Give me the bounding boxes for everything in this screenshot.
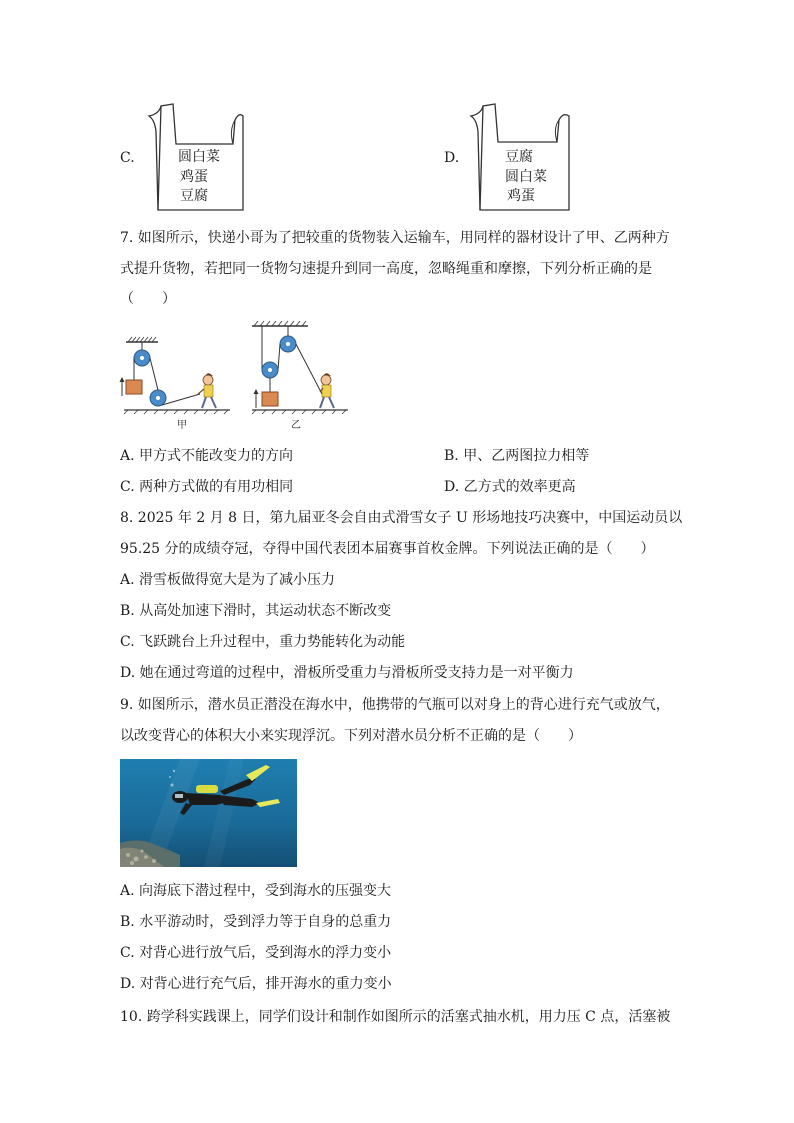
- scuba-diver-image: [120, 759, 297, 867]
- q7-option-d: D. 乙方式的效率更高: [444, 479, 576, 495]
- q9-option-a: A. 向海底下潜过程中，受到海水的压强变大: [120, 883, 392, 899]
- figure-caption-yi: 乙: [291, 420, 301, 431]
- q7-stem-line-2: 式提升货物，若把同一货物匀速提升到同一高度，忽略绳重和摩擦，下列分析正确的是: [120, 261, 652, 277]
- q8-stem-line-1: 8. 2025 年 2 月 8 日，第九届亚冬会自由式滑雪女子 U 形场地技巧决赛中，中国运动员以: [120, 510, 683, 526]
- q9-option-d: D. 对背心进行充气后，排开海水的重力变小: [120, 976, 392, 992]
- q7-option-a: A. 甲方式不能改变力的方向: [120, 448, 294, 464]
- bag-c-item-1: 圆白菜: [178, 149, 220, 165]
- q9-stem-line-1: 9. 如图所示，潜水员正潜没在海水中，他携带的气瓶可以对身上的背心进行充气或放气，: [120, 697, 670, 713]
- bag-c-item-2: 鸡蛋: [180, 169, 208, 185]
- q10-stem-line-1: 10. 跨学科实践课上，同学们设计和制作如图所示的活塞式抽水机，用力压 C 点，活塞被: [120, 1009, 671, 1025]
- bag-d-item-3: 鸡蛋: [507, 188, 535, 204]
- q6-option-d-letter: D.: [444, 150, 460, 166]
- q9-option-c: C. 对背心进行放气后，受到海水的浮力变小: [120, 945, 392, 961]
- q7-option-b: B. 甲、乙两图拉力相等: [444, 448, 590, 464]
- q7-option-c: C. 两种方式做的有用功相同: [120, 479, 294, 495]
- bag-c-item-3: 豆腐: [180, 188, 208, 204]
- pulley-figure-jia: [118, 336, 238, 428]
- q7-stem-line-1: 7. 如图所示，快递小哥为了把较重的货物装入运输车，用同样的器材设计了甲、乙两种方: [120, 230, 670, 246]
- q8-stem-line-2: 95.25 分的成绩夺冠，夺得中国代表团本届赛事首枚金牌。下列说法正确的是（ ）: [120, 541, 655, 557]
- bag-d-item-1: 豆腐: [505, 149, 533, 165]
- bag-d-item-2: 圆白菜: [505, 169, 547, 185]
- q6-option-c-letter: C.: [120, 150, 135, 166]
- q9-option-b: B. 水平游动时，受到浮力等于自身的总重力: [120, 914, 392, 930]
- q8-option-d: D. 她在通过弯道的过程中，滑板所受重力与滑板所受支持力是一对平衡力: [120, 665, 574, 681]
- q8-option-a: A. 滑雪板做得宽大是为了减小压力: [120, 572, 336, 588]
- figure-caption-jia: 甲: [177, 420, 187, 431]
- q8-option-b: B. 从高处加速下滑时，其运动状态不断改变: [120, 603, 392, 619]
- q9-stem-line-2: 以改变背心的体积大小来实现浮沉。下列对潜水员分析不正确的是（ ）: [120, 728, 582, 744]
- q8-option-c: C. 飞跃跳台上升过程中，重力势能转化为动能: [120, 634, 406, 650]
- pulley-figure-yi: [248, 320, 358, 428]
- q7-answer-blank: （ ）: [120, 291, 176, 307]
